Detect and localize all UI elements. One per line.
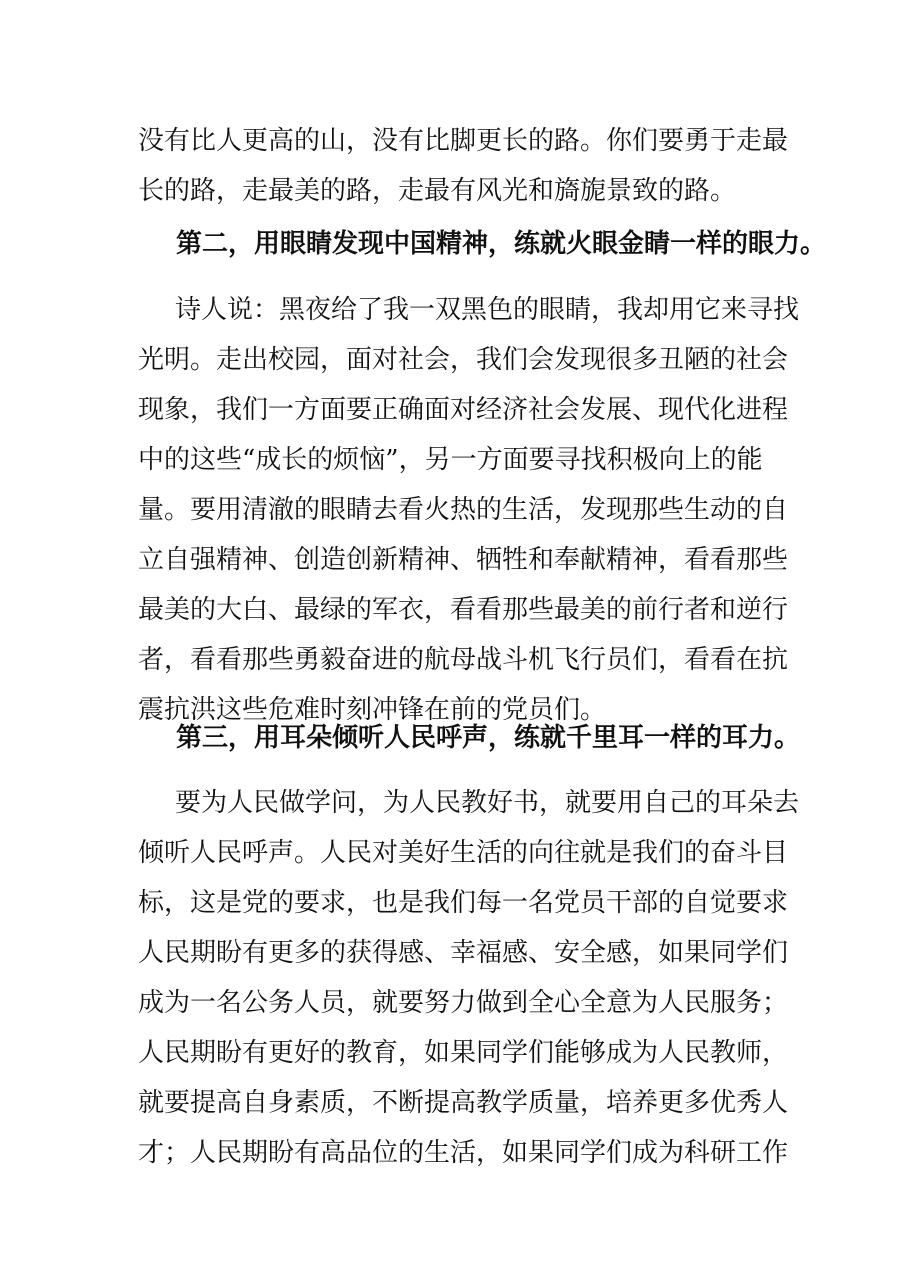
- paragraph-line: 成为一名公务人员，就要努力做到全心全意为人民服务；: [138, 988, 789, 1018]
- paragraph-line: 中的这些“成长的烦恼”，另一方面要寻找积极向上的能: [138, 445, 763, 475]
- paragraph-line: 要为人民做学问，为人民教好书，就要用自己的耳朵去: [175, 788, 800, 818]
- paragraph-line: 立自强精神、创造创新精神、牺牲和奉献精神，看看那些: [138, 545, 789, 575]
- paragraph-line: 震抗洪这些危难时刻冲锋在前的党员们。: [138, 695, 607, 725]
- paragraph-line: 标，这是党的要求，也是我们每一名党员干部的自觉要求: [138, 888, 789, 918]
- paragraph-line: 就要提高自身素质，不断提高教学质量，培养更多优秀人: [138, 1088, 789, 1118]
- paragraph-3: [138, 778, 800, 1178]
- section-heading-2: [176, 219, 827, 269]
- paragraph-line: 现象，我们一方面要正确面对经济社会发展、现代化进程: [138, 395, 789, 425]
- paragraph-1: [138, 116, 789, 216]
- paragraph-line: 人民期盼有更多的获得感、幸福感、安全感，如果同学们: [138, 938, 789, 968]
- paragraph-line: 倾听人民呼声。人民对美好生活的向往就是我们的奋斗目: [138, 838, 789, 868]
- paragraph-line: 最美的大白、最绿的军衣，看看那些最美的前行者和逆行: [138, 595, 789, 625]
- paragraph-line: 量。要用清澈的眼睛去看火热的生活，发现那些生动的自: [138, 495, 789, 525]
- paragraph-2: [138, 285, 800, 735]
- paragraph-line: 人民期盼有更好的教育，如果同学们能够成为人民教师，: [138, 1038, 789, 1068]
- paragraph-line: 诗人说：黑夜给了我一双黑色的眼睛，我却用它来寻找: [175, 295, 800, 325]
- section-heading-3: [176, 713, 801, 763]
- heading-text: 第二，用眼睛发现中国精神，练就火眼金睛一样的眼力。: [176, 229, 827, 259]
- paragraph-line: 光明。走出校园，面对社会，我们会发现很多丑陋的社会: [138, 345, 789, 375]
- heading-text: 第三，用耳朵倾听人民呼声，练就千里耳一样的耳力。: [176, 723, 801, 753]
- paragraph-line: 长的路，走最美的路，走最有风光和旖旎景致的路。: [138, 176, 737, 206]
- paragraph-line: 没有比人更高的山，没有比脚更长的路。你们要勇于走最: [138, 126, 789, 156]
- paragraph-line: 才；人民期盼有高品位的生活，如果同学们成为科研工作: [138, 1138, 789, 1168]
- paragraph-line: 者，看看那些勇毅奋进的航母战斗机飞行员们，看看在抗: [138, 645, 789, 675]
